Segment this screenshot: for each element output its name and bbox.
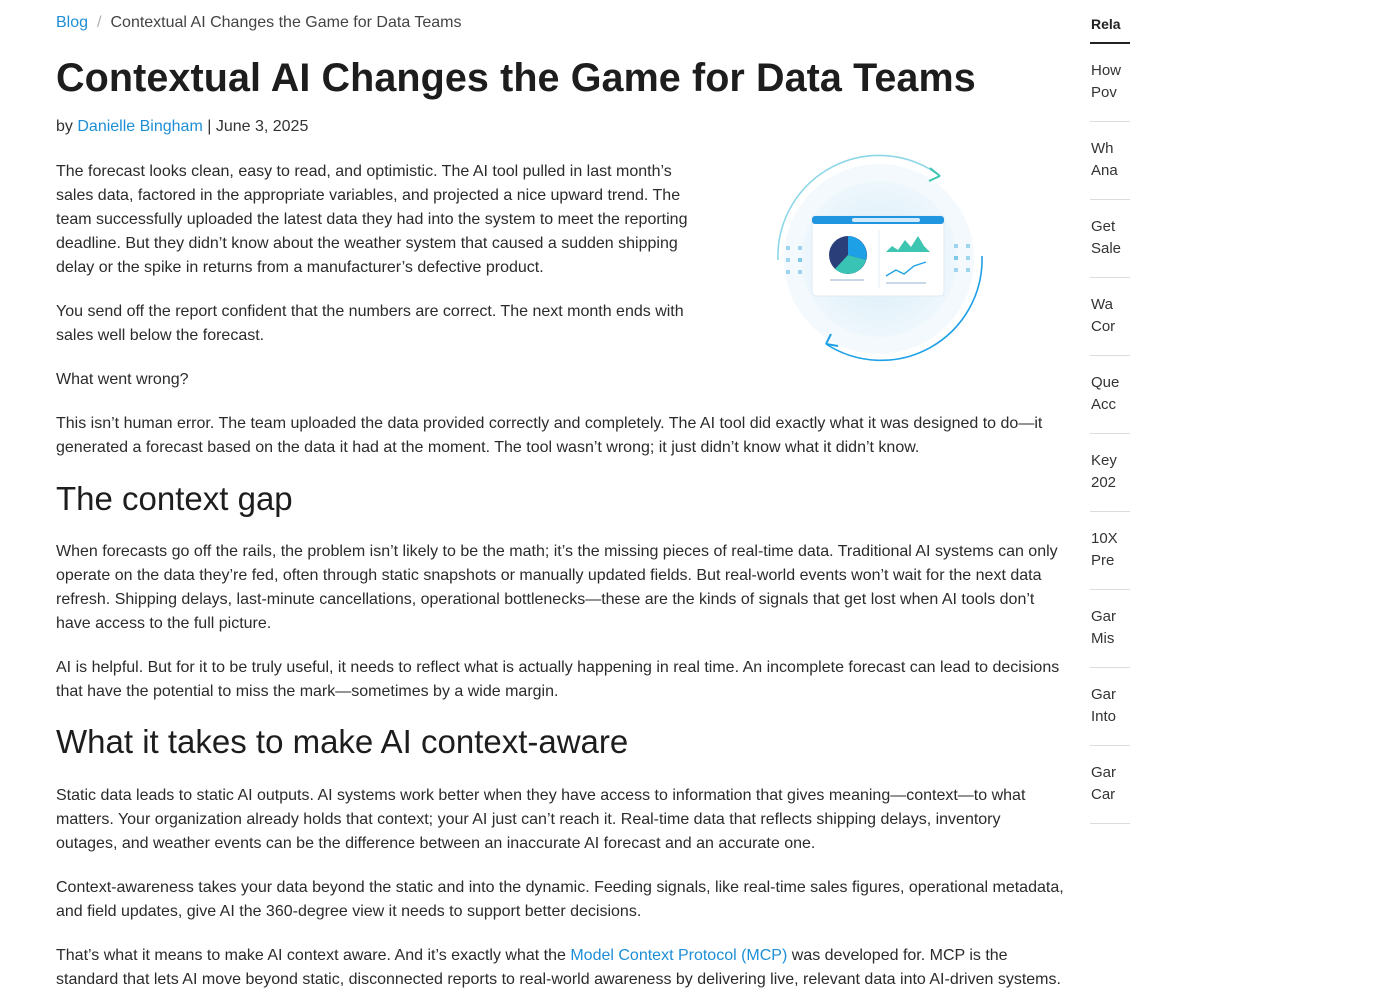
paragraph-mcp (56, 944, 1066, 992)
sidebar-divider (1090, 823, 1130, 824)
paragraph-context-gap: When forecasts go off the rails, the problem isn’t likely to be the math; it’s the missing pieces of real-time data. Traditional AI systems can only operate on the data they’re fed, often through static snapshots or manually updated fields. But real-world events won’t wait for the next data refresh. Shipping delays, last-minute cancellations, operational bottlenecks—these are the kinds of signals that get lost when AI tools don’t have access to the full picture. (56, 543, 1058, 632)
related-post-link[interactable]: Gar Into (1091, 686, 1117, 725)
paragraph-context-awareness: Context-awareness takes your data beyond the static and into the dynamic. Feeding signals, like real-time sales figures, operational metadata, and field updates, give AI the 360-degree view it needs to support better decisions. (56, 879, 1064, 920)
byline-separator: | (207, 118, 212, 135)
sidebar-divider (1090, 745, 1130, 746)
related-post-link[interactable]: Wa Cor (1091, 296, 1116, 335)
mcp-link[interactable]: Model Context Protocol (MCP) (570, 947, 788, 964)
page-title: Contextual AI Changes the Game for Data Teams (56, 56, 976, 100)
publish-date: June 3, 2025 (215, 118, 309, 135)
paragraph-report: You send off the report confident that the numbers are correct. The next month ends with sales well below the forecast. (56, 303, 684, 344)
related-post-link[interactable]: Wh Ana (1091, 140, 1118, 179)
sidebar-title-rule (1090, 42, 1130, 44)
related-posts-sidebar (1090, 0, 1122, 1007)
breadcrumb (56, 14, 462, 32)
paragraph-intro: The forecast looks clean, easy to read, and optimistic. The AI tool pulled in last month’s sales data, factored in the appropriate variables, and projected a nice upward trend. The team successfully uploaded the latest data they had into the system to meet the reporting deadline. But they didn’t know about the weather system that caused a sudden shipping delay or the spike in returns from a manufacturer’s defective product. (56, 163, 688, 276)
mcp-text-before: That’s what it means to make AI context aware. And it’s exactly what the (56, 947, 571, 964)
related-post-link[interactable]: How Pov (1091, 62, 1122, 101)
related-post-link[interactable]: Gar Mis (1091, 608, 1117, 647)
heading-context-gap: The context gap (56, 480, 293, 517)
related-post-link[interactable]: Key 202 (1091, 452, 1117, 491)
paragraph-ai-helpful: AI is helpful. But for it to be truly useful, it needs to reflect what is actually happening in real time. An incomplete forecast can lead to decisions that have the potential to miss the mark—sometimes by a wide margin. (56, 659, 1060, 700)
sidebar-divider (1090, 355, 1130, 356)
sidebar-divider (1090, 589, 1130, 590)
related-post-link[interactable]: Get Sale (1091, 218, 1122, 257)
breadcrumb-blog-link[interactable]: Blog (56, 14, 89, 31)
sidebar-divider (1090, 121, 1130, 122)
dashboard-cycle-illustration (768, 148, 990, 370)
sidebar-divider (1090, 277, 1130, 278)
sidebar-title: Rela (1091, 16, 1121, 32)
breadcrumb-current: Contextual AI Changes the Game for Data Teams (110, 14, 462, 31)
related-post-link[interactable]: Gar Car (1091, 764, 1117, 803)
byline-prefix: by (56, 118, 73, 135)
related-post-link[interactable]: Que Acc (1091, 374, 1120, 413)
byline (56, 118, 308, 136)
heading-context-aware: What it takes to make AI context-aware (56, 723, 629, 760)
related-post-link[interactable]: 10X Pre (1091, 530, 1118, 569)
paragraph-static-data: Static data leads to static AI outputs. AI systems work better when they have access to information that gives meaning—context—to what matters. Your organization already holds that context; your AI just can’t reach it. Real-time data that reflects shipping delays, inventory outages, and weather events can be the difference between an inaccurate AI forecast and an accurate one. (56, 787, 1026, 852)
author-link[interactable]: Danielle Bingham (77, 118, 203, 135)
mcp-text-after: was developed for. MCP is the standard that lets AI move beyond static, disconnected reports to real-world awareness by delivering live, relevant data into AI-driven systems. (56, 947, 1061, 988)
paragraph-not-human-error: This isn’t human error. The team uploaded the data provided correctly and completely. The AI tool did exactly what it was designed to do—it generated a forecast based on the data it had at the moment. The tool wasn’t wrong; it just didn’t know what it didn’t know. (56, 415, 1043, 456)
sidebar-divider (1090, 199, 1130, 200)
paragraph-question: What went wrong? (56, 371, 189, 388)
sidebar-divider (1090, 433, 1130, 434)
sidebar-divider (1090, 511, 1130, 512)
sidebar-divider (1090, 667, 1130, 668)
breadcrumb-separator: / (97, 14, 102, 31)
